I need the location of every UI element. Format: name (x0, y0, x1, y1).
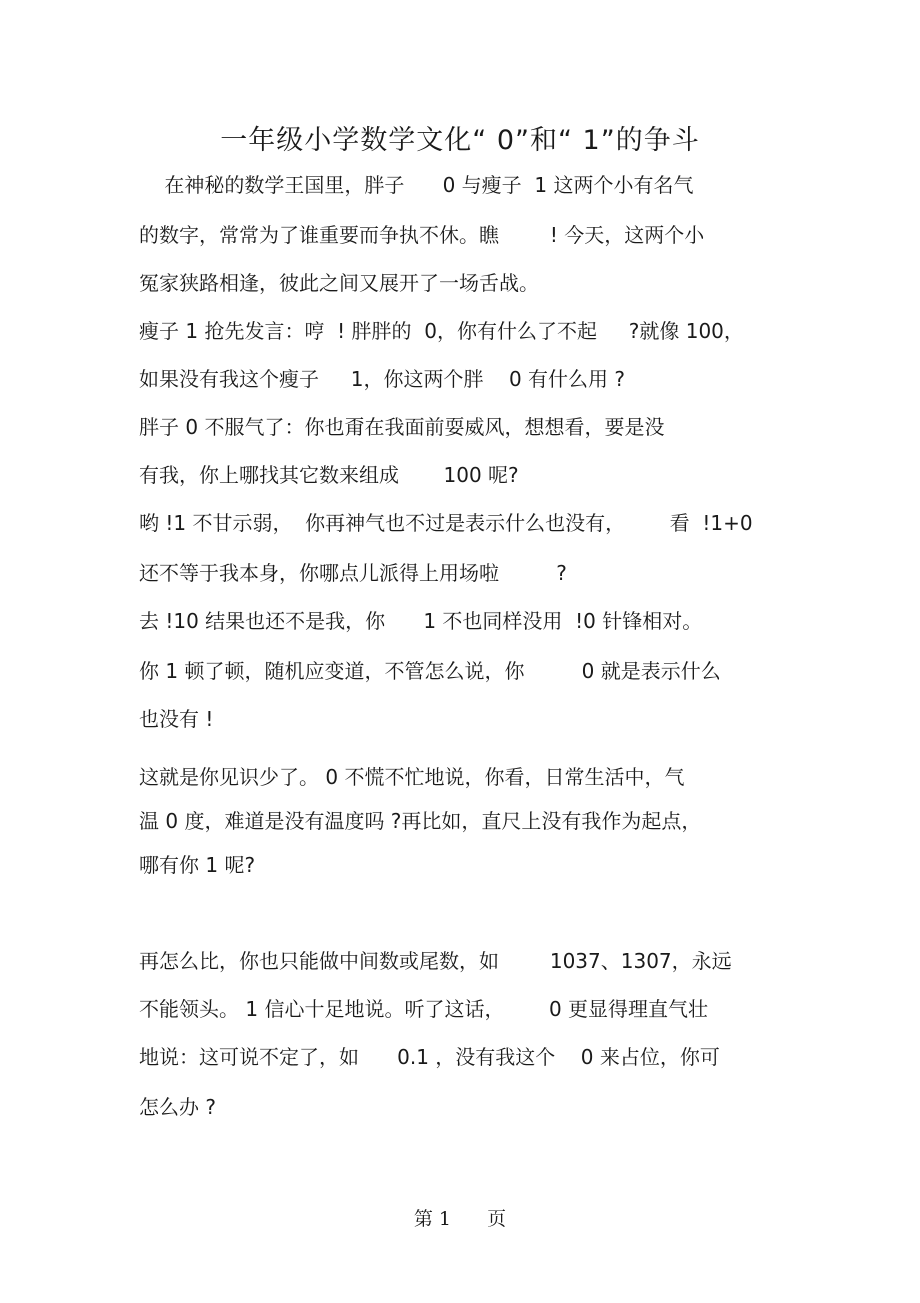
paragraph-line: 温 0 度，难道是没有温度吗 ?再比如，直尺上没有我作为起点， (139, 809, 702, 833)
paragraph-line: 这就是你见识少了。 0 不慌不忙地说，你看，日常生活中，气 (139, 765, 685, 789)
paragraph-line: 有我，你上哪找其它数来组成 100 呢? (139, 463, 519, 487)
paragraph-line: 去 !10 结果也还不是我，你 1 不也同样没用 !0 针锋相对。 (139, 609, 703, 633)
paragraph-line: 如果没有我这个瘦子 1，你这两个胖 0 有什么用 ? (139, 367, 625, 391)
paragraph-line: 不能领头。 1 信心十足地说。听了这话， 0 更显得理直气壮 (139, 997, 709, 1021)
paragraph-line: 也没有 ! (139, 707, 214, 731)
page-number: 第 1 页 (413, 1208, 507, 1230)
paragraph-line: 地说：这可说不定了，如 0.1 ，没有我这个 0 来占位，你可 (139, 1045, 720, 1069)
paragraph-line: 瘦子 1 抢先发言：哼 ! 胖胖的 0，你有什么了不起 ?就像 100， (139, 319, 744, 343)
paragraph-line: 你 1 顿了顿，随机应变道，不管怎么说，你 0 就是表示什么 (139, 659, 721, 683)
paragraph-line: 胖子 0 不服气了：你也甭在我面前耍威风，想想看，要是没 (139, 415, 665, 439)
paragraph-line: 在神秘的数学王国里，胖子 0 与瘦子 1 这两个小有名气 (139, 173, 694, 197)
paragraph-line: 的数字，常常为了谁重要而争执不休。瞧 ! 今天，这两个小 (139, 223, 705, 247)
paragraph-line: 还不等于我本身，你哪点儿派得上用场啦 ? (139, 561, 567, 585)
paragraph-line: 怎么办 ? (139, 1095, 216, 1119)
paragraph-line: 哪有你 1 呢? (139, 853, 256, 877)
page-title: 一年级小学数学文化“ 0”和“ 1”的争斗 (220, 125, 700, 156)
paragraph-line: 哟 !1 不甘示弱， 你再神气也不过是表示什么也没有， 看 !1+0 (139, 511, 753, 535)
paragraph-line: 冤家狭路相逢，彼此之间又展开了一场舌战。 (139, 271, 539, 295)
paragraph-line: 再怎么比，你也只能做中间数或尾数，如 1037、1307，永远 (139, 949, 732, 973)
